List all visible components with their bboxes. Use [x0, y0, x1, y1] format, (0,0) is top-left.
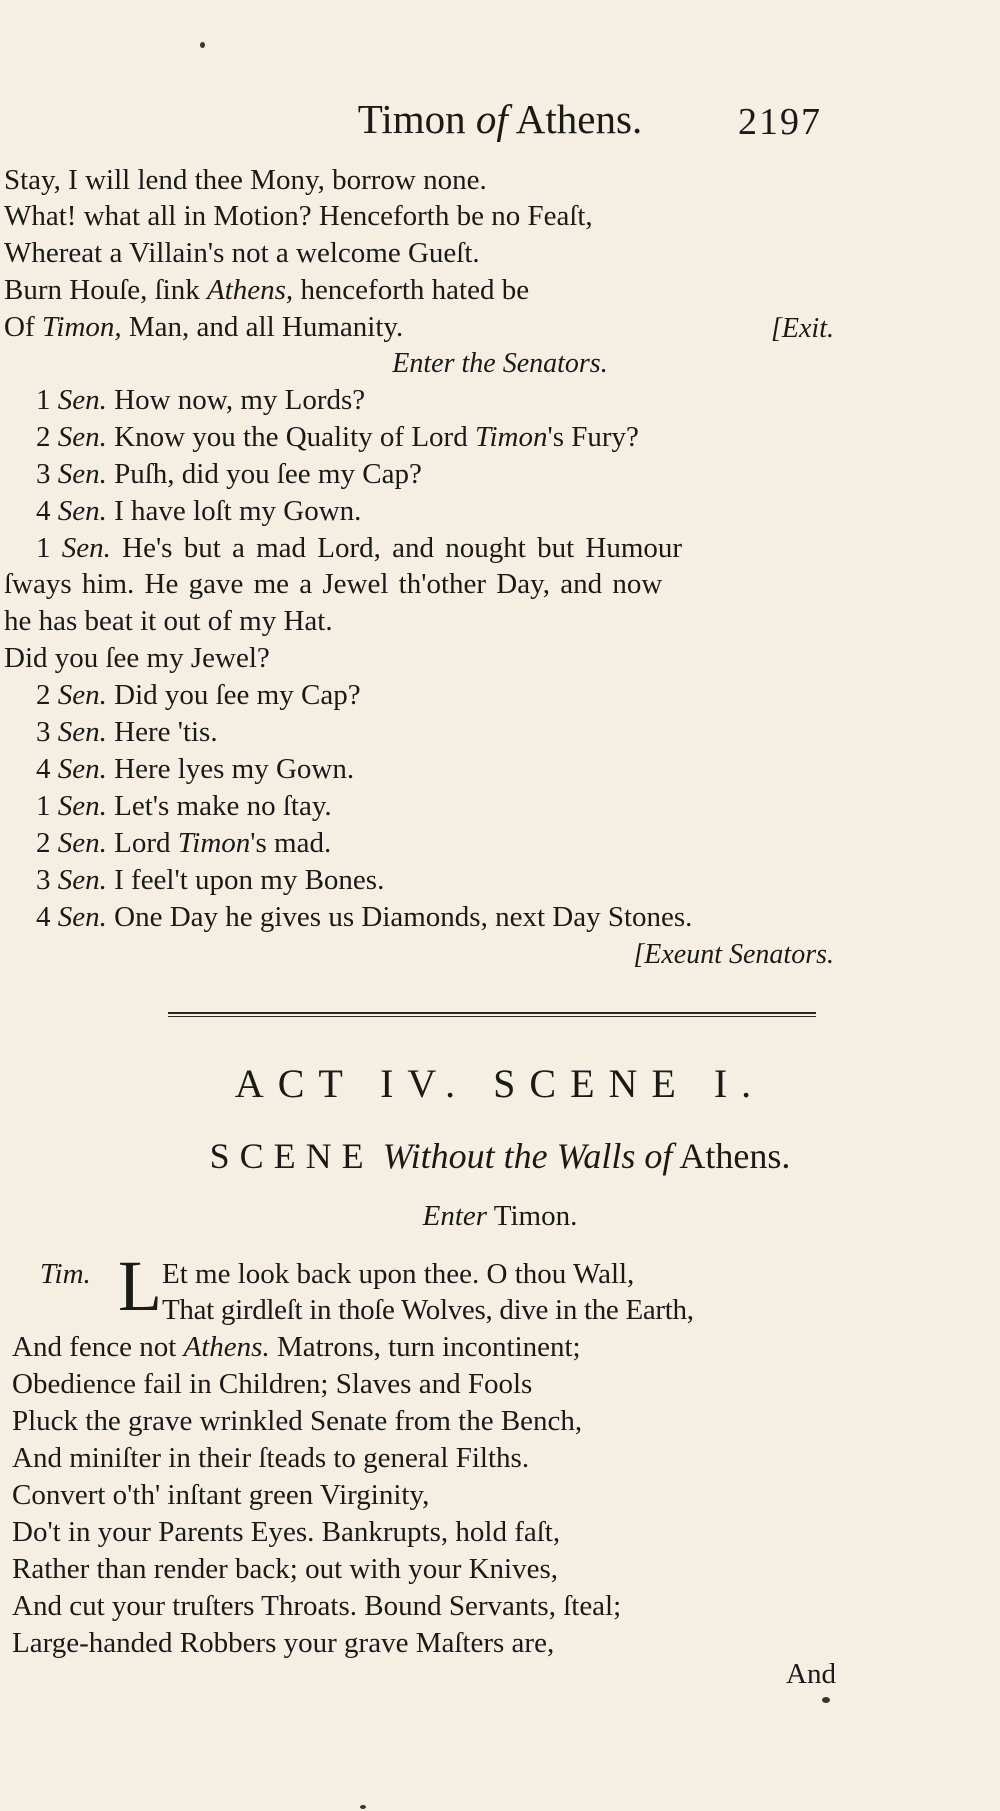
verse-line: And miniſter in their ſteads to general Filths. [12, 1442, 530, 1474]
verse-line: Whereat a Villain's not a welcome Gueſt. [4, 237, 480, 269]
verse-line: Of Timon, Man, and all Humanity. [4, 311, 404, 343]
verse-line: Pluck the grave wrinkled Senate from the Bench, [12, 1405, 583, 1437]
stage-direction-exit: [Exit. [771, 313, 834, 344]
verse-line: Convert o'th' inſtant green Virginity, [12, 1479, 430, 1511]
dialogue-line: 2 Sen. Lord Timon's mad. [36, 827, 332, 859]
scene-location-italic: Without the Walls of [382, 1136, 673, 1176]
ink-speck [360, 1805, 366, 1809]
dialogue-line: 3 Sen. I feel't upon my Bones. [36, 864, 385, 896]
verse-line: Obedience fail in Children; Slaves and Fools [12, 1368, 533, 1400]
title-of: of [475, 96, 508, 142]
stage-direction-enter-senators: Enter the Senators. [392, 348, 608, 379]
speaker-label: Tim. [40, 1258, 91, 1290]
verse-line: What! what all in Motion? Henceforth be no Feaſt, [4, 200, 593, 232]
stage-direction-enter-timon: Enter Timon. [422, 1200, 578, 1232]
prose-line: Did you ſee my Jewel? [4, 642, 270, 674]
scene-location-place: Athens. [679, 1136, 791, 1176]
scene-heading [0, 1135, 1000, 1177]
dialogue-line: 3 Sen. Puſh, did you ſee my Cap? [36, 458, 422, 490]
verse-line: Do't in your Parents Eyes. Bankrupts, hold faſt, [12, 1516, 561, 1548]
drop-capital: L [118, 1246, 162, 1326]
title-pre: Timon [357, 96, 476, 142]
dialogue-line: 2 Sen. Know you the Quality of Lord Timon's Fury? [36, 421, 639, 453]
act-heading: ACT IV. SCENE I. [234, 1061, 766, 1106]
prose-line: ſways him. He gave me a Jewel th'other Day, and now [4, 568, 663, 600]
stage-direction-exeunt: [Exeunt Senators. [633, 939, 834, 970]
verse-line: Rather than render back; out with your Knives, [12, 1553, 559, 1585]
ink-speck [200, 42, 205, 48]
catchword: And [786, 1658, 836, 1690]
verse-line: That girdleſt in thoſe Wolves, dive in the Earth, [162, 1294, 694, 1326]
dialogue-line: 2 Sen. Did you ſee my Cap? [36, 679, 361, 711]
verse-line: Large-handed Robbers your grave Maſters are, [12, 1627, 555, 1659]
dialogue-line: 3 Sen. Here 'tis. [36, 716, 218, 748]
dialogue-line: 1 Sen. Let's make no ſtay. [36, 790, 332, 822]
verse-line: Stay, I will lend thee Mony, borrow none. [4, 164, 487, 196]
section-divider [168, 1012, 816, 1017]
verse-line: Et me look back upon thee. O thou Wall, [162, 1258, 635, 1290]
running-title [0, 95, 1000, 143]
ink-speck [822, 1697, 830, 1703]
dialogue-line: 1 Sen. He's but a mad Lord, and nought but Humour [36, 532, 683, 564]
dialogue-line: 4 Sen. I have loſt my Gown. [36, 495, 362, 527]
prose-line: he has beat it out of my Hat. [4, 605, 333, 637]
dialogue-line: 4 Sen. Here lyes my Gown. [36, 753, 355, 785]
dialogue-line: 4 Sen. One Day he gives us Diamonds, next Day Stones. [36, 901, 693, 933]
page-number: 2197 [738, 101, 822, 143]
verse-line: Burn Houſe, ſink Athens, henceforth hated be [4, 274, 530, 306]
scene-label: SCENE [209, 1136, 374, 1176]
dialogue-line: 1 Sen. How now, my Lords? [36, 384, 366, 416]
title-post: Athens. [507, 96, 643, 142]
verse-line: And fence not Athens. Matrons, turn incontinent; [12, 1331, 581, 1363]
verse-line: And cut your truſters Throats. Bound Servants, ſteal; [12, 1590, 622, 1622]
